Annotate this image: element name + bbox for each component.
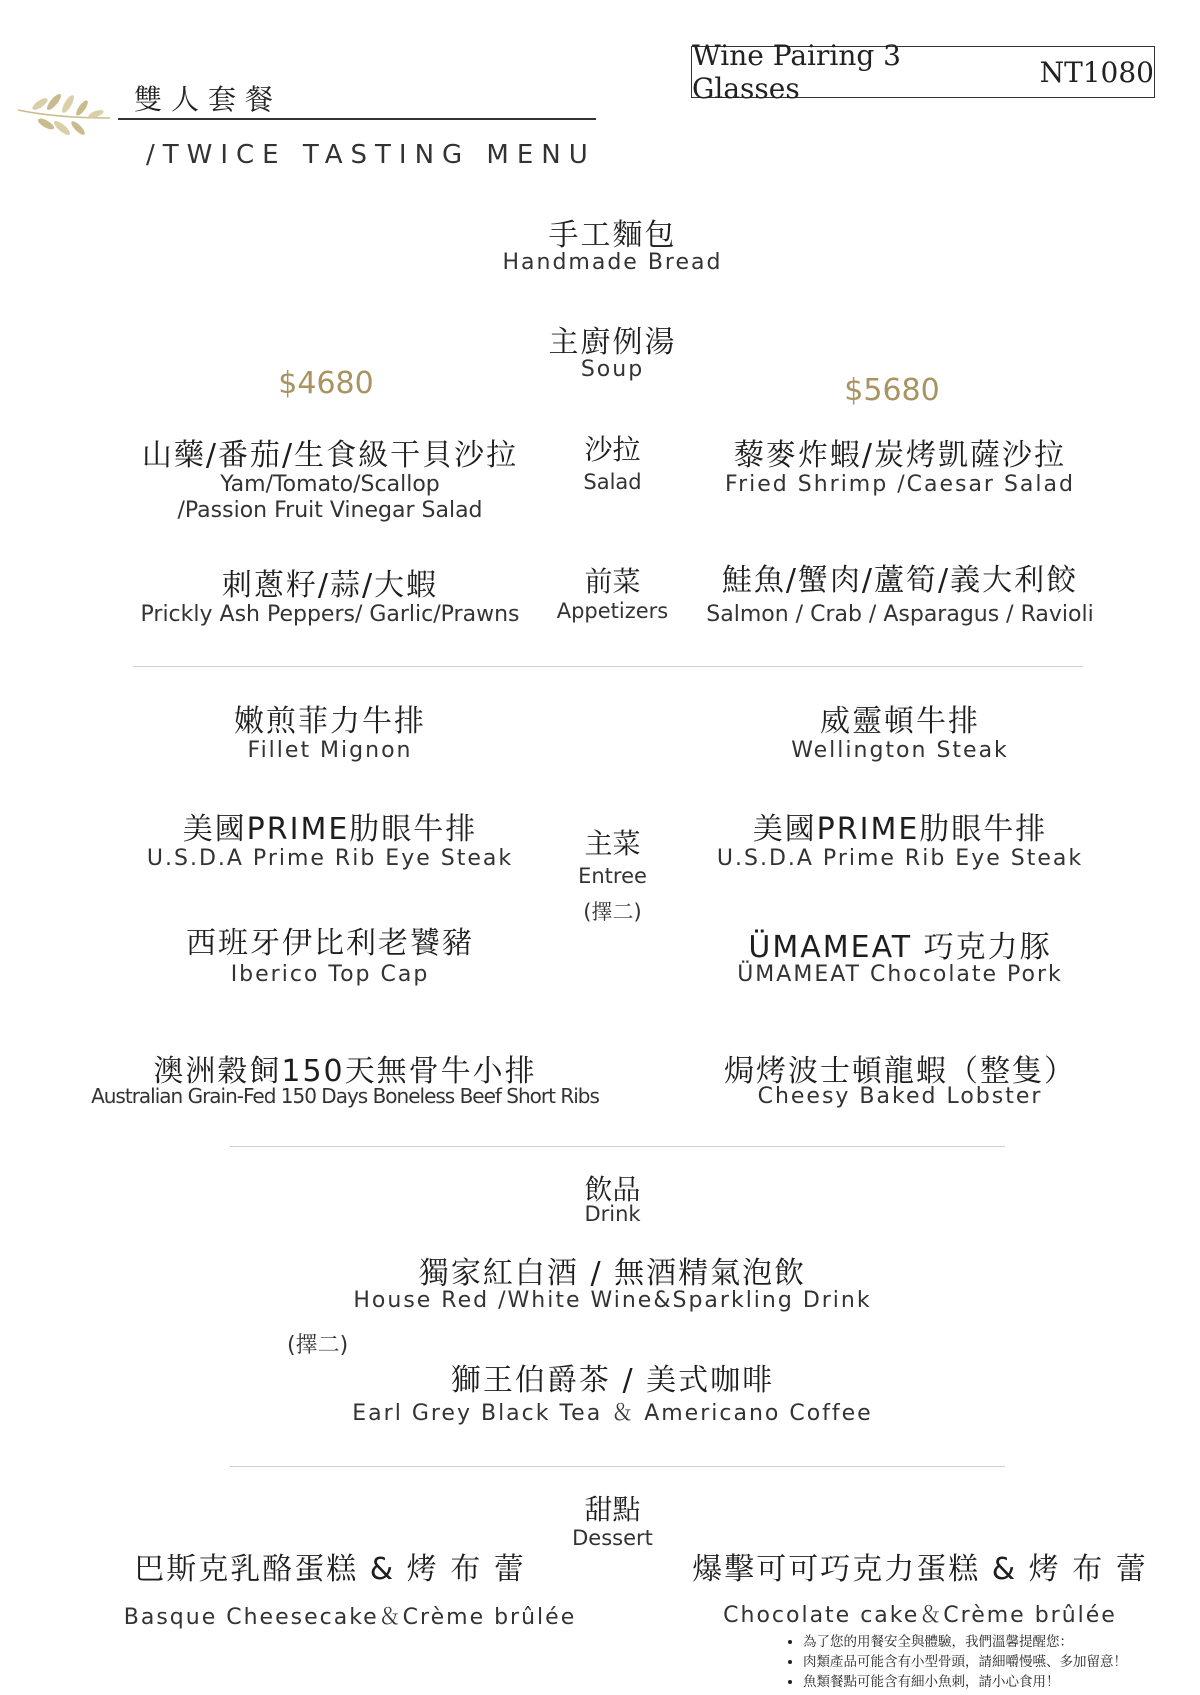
- price-left: $4680: [278, 366, 374, 401]
- safety-note: • 魚類餐點可能含有細小魚刺，請小心食用！: [803, 1672, 1127, 1692]
- dessert-left-zh: 巴斯克乳酪蛋糕 & 烤 布 蕾: [134, 1552, 526, 1587]
- bread-zh: 手工麵包: [548, 218, 677, 253]
- salad-left-en1: Yam/Tomato/Scallop: [220, 472, 440, 497]
- leaf-branch-icon: [16, 88, 112, 148]
- bread-en: Handmade Bread: [502, 250, 723, 275]
- safety-notes-list: [785, 1632, 1127, 1692]
- salad-category-en: Salad: [583, 470, 642, 494]
- dessert-right-zh: 爆擊可可巧克力蛋糕 & 烤 布 蕾: [692, 1552, 1148, 1587]
- safety-note: • 肉類產品可能含有小型骨頭，請細嚼慢嚥、多加留意！: [803, 1652, 1127, 1672]
- appetizer-right-zh: 鮭魚/蟹肉/蘆筍/義大利餃: [721, 563, 1079, 598]
- salad-left-zh: 山藥/番茄/生食級干貝沙拉: [141, 438, 519, 473]
- entree-left-1-en: Fillet Mignon: [247, 738, 413, 763]
- soup-zh: 主廚例湯: [548, 325, 677, 360]
- appetizer-right-en: Salmon / Crab / Asparagus / Ravioli: [706, 602, 1094, 627]
- entree-left-3-en: Iberico Top Cap: [230, 962, 430, 987]
- entree-left-3-zh: 西班牙伊比利老饕豬: [186, 926, 474, 961]
- divider-3: [230, 1466, 1005, 1467]
- soup-en: Soup: [580, 357, 645, 382]
- entree-left-4-en: Australian Grain-Fed 150 Days Boneless Beef Short Ribs: [91, 1084, 599, 1108]
- salad-right-zh: 藜麥炸蝦/炭烤凱薩沙拉: [733, 438, 1067, 473]
- entree-category-en: Entree: [578, 864, 647, 888]
- drink-choice-note: (擇二): [287, 1333, 349, 1358]
- entree-left-2-zh: 美國PRIME肋眼牛排: [182, 812, 478, 847]
- dessert-right-en: Chocolate cake＆Crème brûlée: [723, 1603, 1117, 1628]
- entree-left-2-en: U.S.D.A Prime Rib Eye Steak: [146, 846, 514, 871]
- wine-pairing-price: NT1080: [1039, 55, 1154, 89]
- drink-category-zh: 飲品: [584, 1173, 641, 1206]
- entree-right-3-en: ÜMAMEAT Chocolate Pork: [737, 962, 1063, 987]
- appetizer-category-en: Appetizers: [556, 599, 669, 623]
- salad-left-en2: /Passion Fruit Vinegar Salad: [177, 498, 483, 523]
- wine-pairing-box: [691, 39, 1155, 105]
- entree-right-1-en: Wellington Steak: [791, 738, 1009, 763]
- dessert-category-en: Dessert: [572, 1526, 653, 1550]
- drink-2-zh: 獅王伯爵茶 / 美式咖啡: [450, 1363, 775, 1398]
- menu-title-en: /TWICE TASTING MENU: [146, 140, 596, 170]
- entree-category-zh: 主菜: [584, 827, 641, 860]
- entree-right-3-zh: ÜMAMEAT 巧克力豚: [748, 930, 1052, 965]
- safety-note: • 為了您的用餐安全與體驗，我們溫馨提醒您：: [803, 1632, 1127, 1652]
- title-underline: [118, 118, 596, 120]
- price-right: $5680: [844, 373, 940, 408]
- appetizer-left-en: Prickly Ash Peppers/ Garlic/Prawns: [140, 602, 520, 627]
- drink-2-en: Earl Grey Black Tea ＆ Americano Coffee: [352, 1401, 873, 1426]
- wine-pairing-label: Wine Pairing 3 Glasses: [692, 39, 901, 105]
- salad-category-zh: 沙拉: [584, 433, 641, 466]
- salad-right-en: Fried Shrimp /Caesar Salad: [725, 472, 1075, 497]
- drink-category-en: Drink: [584, 1202, 641, 1226]
- appetizer-category-zh: 前菜: [584, 565, 641, 598]
- entree-right-4-en: Cheesy Baked Lobster: [757, 1084, 1043, 1109]
- entree-right-4-zh: 焗烤波士頓龍蝦（整隻）: [724, 1054, 1076, 1089]
- drink-1-en: House Red /White Wine&Sparkling Drink: [353, 1288, 872, 1313]
- entree-left-1-zh: 嫩煎菲力牛排: [234, 704, 426, 739]
- entree-right-2-en: U.S.D.A Prime Rib Eye Steak: [716, 846, 1084, 871]
- drink-1-zh: 獨家紅白酒 / 無酒精氣泡飲: [418, 1256, 807, 1291]
- divider-2: [230, 1146, 1005, 1147]
- divider-1: [133, 666, 1083, 667]
- appetizer-left-zh: 刺蔥籽/蒜/大蝦: [221, 568, 439, 603]
- entree-category-note: (擇二): [583, 900, 642, 924]
- dessert-left-en: Basque Cheesecake＆Crème brûlée: [123, 1605, 577, 1630]
- entree-left-4-zh: 澳洲穀飼150天無骨牛小排: [153, 1054, 537, 1089]
- dessert-category-zh: 甜點: [584, 1493, 641, 1526]
- entree-right-1-zh: 威靈頓牛排: [820, 704, 980, 739]
- entree-right-2-zh: 美國PRIME肋眼牛排: [752, 812, 1048, 847]
- menu-title-zh: 雙人套餐: [134, 83, 283, 116]
